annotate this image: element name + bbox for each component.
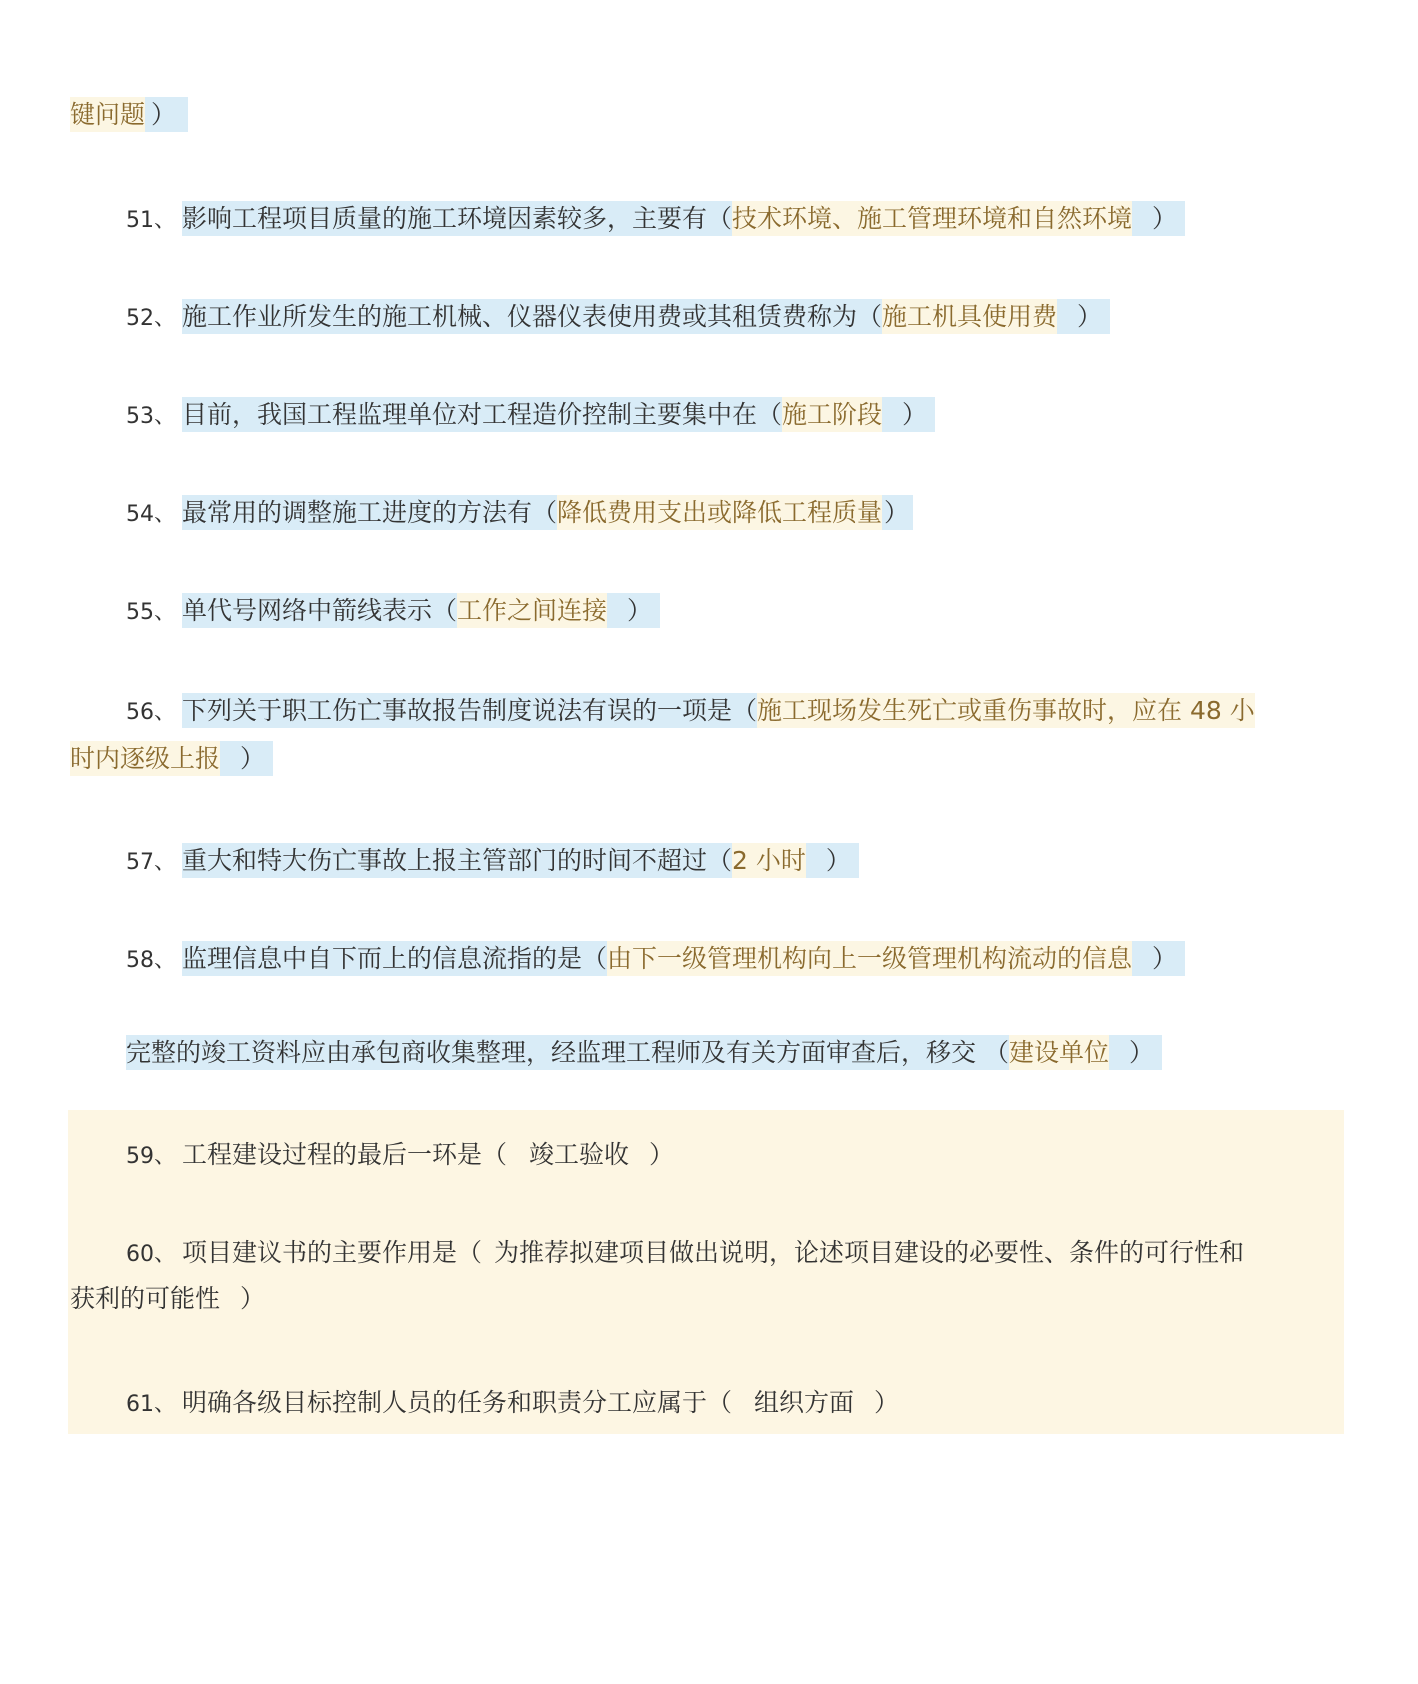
question-number: 51、 [126, 208, 176, 233]
question-number: 54、 [126, 502, 176, 527]
question-59 [70, 1130, 1350, 1181]
answer-text: 施工机具使用费 [882, 299, 1057, 334]
answer-text: 键问题 [70, 97, 145, 132]
question-text: 完整的竣工资料应由承包商收集整理，经监理工程师及有关方面审查后，移交 （ [126, 1035, 1009, 1070]
question-text: 监理信息中自下而上的信息流指的是（ [182, 941, 607, 976]
answer-text: 获利的可能性 [70, 1284, 221, 1313]
fragment-line [70, 90, 1350, 139]
question-number: 60、 [126, 1242, 176, 1267]
question-number: 59、 [126, 1144, 176, 1169]
close-paren: ） [882, 495, 913, 530]
question-text: 重大和特大伤亡事故上报主管部门的时间不超过（ [182, 843, 732, 878]
question-57 [70, 836, 1350, 887]
answer-text: 建设单位 [1009, 1035, 1109, 1070]
answer-text: 施工现场发生死亡或重伤事故时，应在 48 小 [757, 693, 1255, 728]
answer-text: 工作之间连接 [457, 593, 607, 628]
question-number: 52、 [126, 306, 176, 331]
question-54 [70, 488, 1350, 539]
answer-text: 组织方面 [754, 1388, 855, 1417]
close-paren: ） [1132, 201, 1185, 236]
close-paren: ） [607, 593, 660, 628]
close-paren: ） [220, 741, 273, 776]
close-paren: ） [240, 1284, 266, 1313]
question-text: 明确各级目标控制人员的任务和职责分工应属于（ [182, 1388, 733, 1417]
question-58 [70, 934, 1350, 985]
answer-text: 降低费用支出或降低工程质量 [557, 495, 882, 530]
close-paren: ） [1132, 941, 1185, 976]
question-text: 下列关于职工伤亡事故报告制度说法有误的一项是（ [182, 693, 757, 728]
question-text: 目前，我国工程监理单位对工程造价控制主要集中在（ [182, 397, 782, 432]
question-60 [70, 1228, 1350, 1279]
question-55 [70, 586, 1350, 637]
question-number: 58、 [126, 948, 176, 973]
close-paren: ） [1057, 299, 1110, 334]
close-paren: ） [649, 1140, 675, 1169]
close-paren: ） [874, 1388, 900, 1417]
question-text: 施工作业所发生的施工机械、仪器仪表使用费或其租赁费称为（ [182, 299, 882, 334]
question-text: 影响工程项目质量的施工环境因素较多，主要有（ [182, 201, 732, 236]
question-unnumbered [70, 1028, 1350, 1077]
question-number: 53、 [126, 404, 176, 429]
answer-text: 2 小时 [732, 843, 806, 878]
answer-text: 由下一级管理机构向上一级管理机构流动的信息 [607, 941, 1132, 976]
close-paren: ） [145, 97, 188, 132]
question-text: 最常用的调整施工进度的方法有（ [182, 495, 557, 530]
question-number: 61、 [126, 1392, 176, 1417]
close-paren: ） [1109, 1035, 1162, 1070]
question-56 [70, 686, 1350, 737]
close-paren: ） [806, 843, 859, 878]
question-number: 55、 [126, 600, 176, 625]
question-60-continued [70, 1274, 265, 1323]
question-number: 57、 [126, 850, 176, 875]
question-61 [70, 1378, 1350, 1429]
answer-text: 时内逐级上报 [70, 741, 220, 776]
question-number: 56、 [126, 700, 176, 725]
answer-text: 施工阶段 [782, 397, 882, 432]
question-51 [70, 194, 1350, 245]
question-56-continued [70, 734, 273, 783]
answer-text: 竣工验收 [529, 1140, 630, 1169]
question-53 [70, 390, 1350, 441]
question-52 [70, 292, 1350, 343]
question-text: 工程建设过程的最后一环是（ [182, 1140, 508, 1169]
question-text: 单代号网络中箭线表示（ [182, 593, 457, 628]
answer-text: 为推荐拟建项目做出说明，论述项目建设的必要性、条件的可行性和 [494, 1238, 1245, 1267]
question-text: 项目建议书的主要作用是（ [182, 1238, 483, 1267]
close-paren: ） [882, 397, 935, 432]
answer-text: 技术环境、施工管理环境和自然环境 [732, 201, 1132, 236]
